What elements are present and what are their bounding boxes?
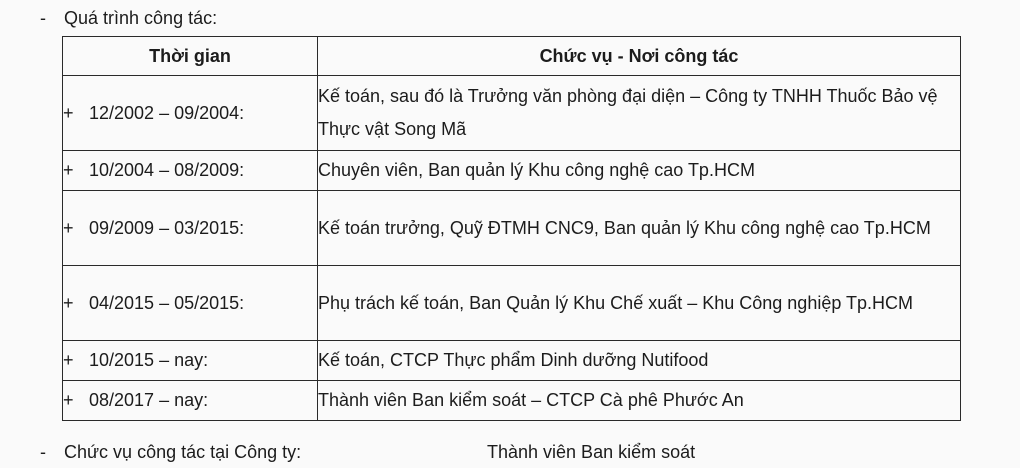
position-cell: Kế toán, CTCP Thực phẩm Dinh dưỡng Nutifood [318, 341, 961, 381]
time-cell [63, 381, 318, 421]
time-cell [63, 266, 318, 341]
time-range: 10/2015 – nay: [89, 350, 209, 370]
time-cell [63, 151, 318, 191]
position-cell: Kế toán, sau đó là Trưởng văn phòng đại diện – Công ty TNHH Thuốc Bảo vệ Thực vật Song Mã [318, 76, 961, 151]
current-position-label: Chức vụ công tác tại Công ty: [64, 441, 302, 462]
time-range: 09/2009 – 03/2015: [89, 217, 245, 238]
plus-marker: + [63, 390, 74, 410]
table-row [63, 76, 961, 151]
time-cell [63, 341, 318, 381]
bullet-dash: - [40, 7, 46, 28]
current-position-value: Thành viên Ban kiểm soát [487, 441, 696, 462]
position-cell: Kế toán trưởng, Quỹ ĐTMH CNC9, Ban quản lý Khu công nghệ cao Tp.HCM [318, 191, 961, 266]
table-row [63, 341, 961, 381]
table-row [63, 266, 961, 341]
plus-marker: + [63, 160, 74, 180]
bullet-dash: - [40, 441, 46, 462]
plus-marker: + [63, 217, 74, 238]
plus-marker: + [63, 102, 74, 123]
table-header-row [63, 37, 961, 76]
position-cell: Chuyên viên, Ban quản lý Khu công nghệ cao Tp.HCM [318, 151, 961, 191]
header-time: Thời gian [63, 37, 318, 76]
time-range: 04/2015 – 05/2015: [89, 292, 245, 313]
plus-marker: + [63, 350, 74, 370]
table-row [63, 381, 961, 421]
plus-marker: + [63, 292, 74, 313]
time-cell [63, 76, 318, 151]
table-row [63, 151, 961, 191]
header-position: Chức vụ - Nơi công tác [318, 37, 961, 76]
table-row [63, 191, 961, 266]
time-cell [63, 191, 318, 266]
position-cell: Phụ trách kế toán, Ban Quản lý Khu Chế xuất – Khu Công nghiệp Tp.HCM [318, 266, 961, 341]
work-history-table [62, 36, 961, 421]
time-range: 08/2017 – nay: [89, 390, 209, 410]
work-history-label: Quá trình công tác: [64, 7, 218, 28]
position-cell: Thành viên Ban kiểm soát – CTCP Cà phê Phước An [318, 381, 961, 421]
time-range: 10/2004 – 08/2009: [89, 160, 245, 180]
time-range: 12/2002 – 09/2004: [89, 102, 245, 123]
